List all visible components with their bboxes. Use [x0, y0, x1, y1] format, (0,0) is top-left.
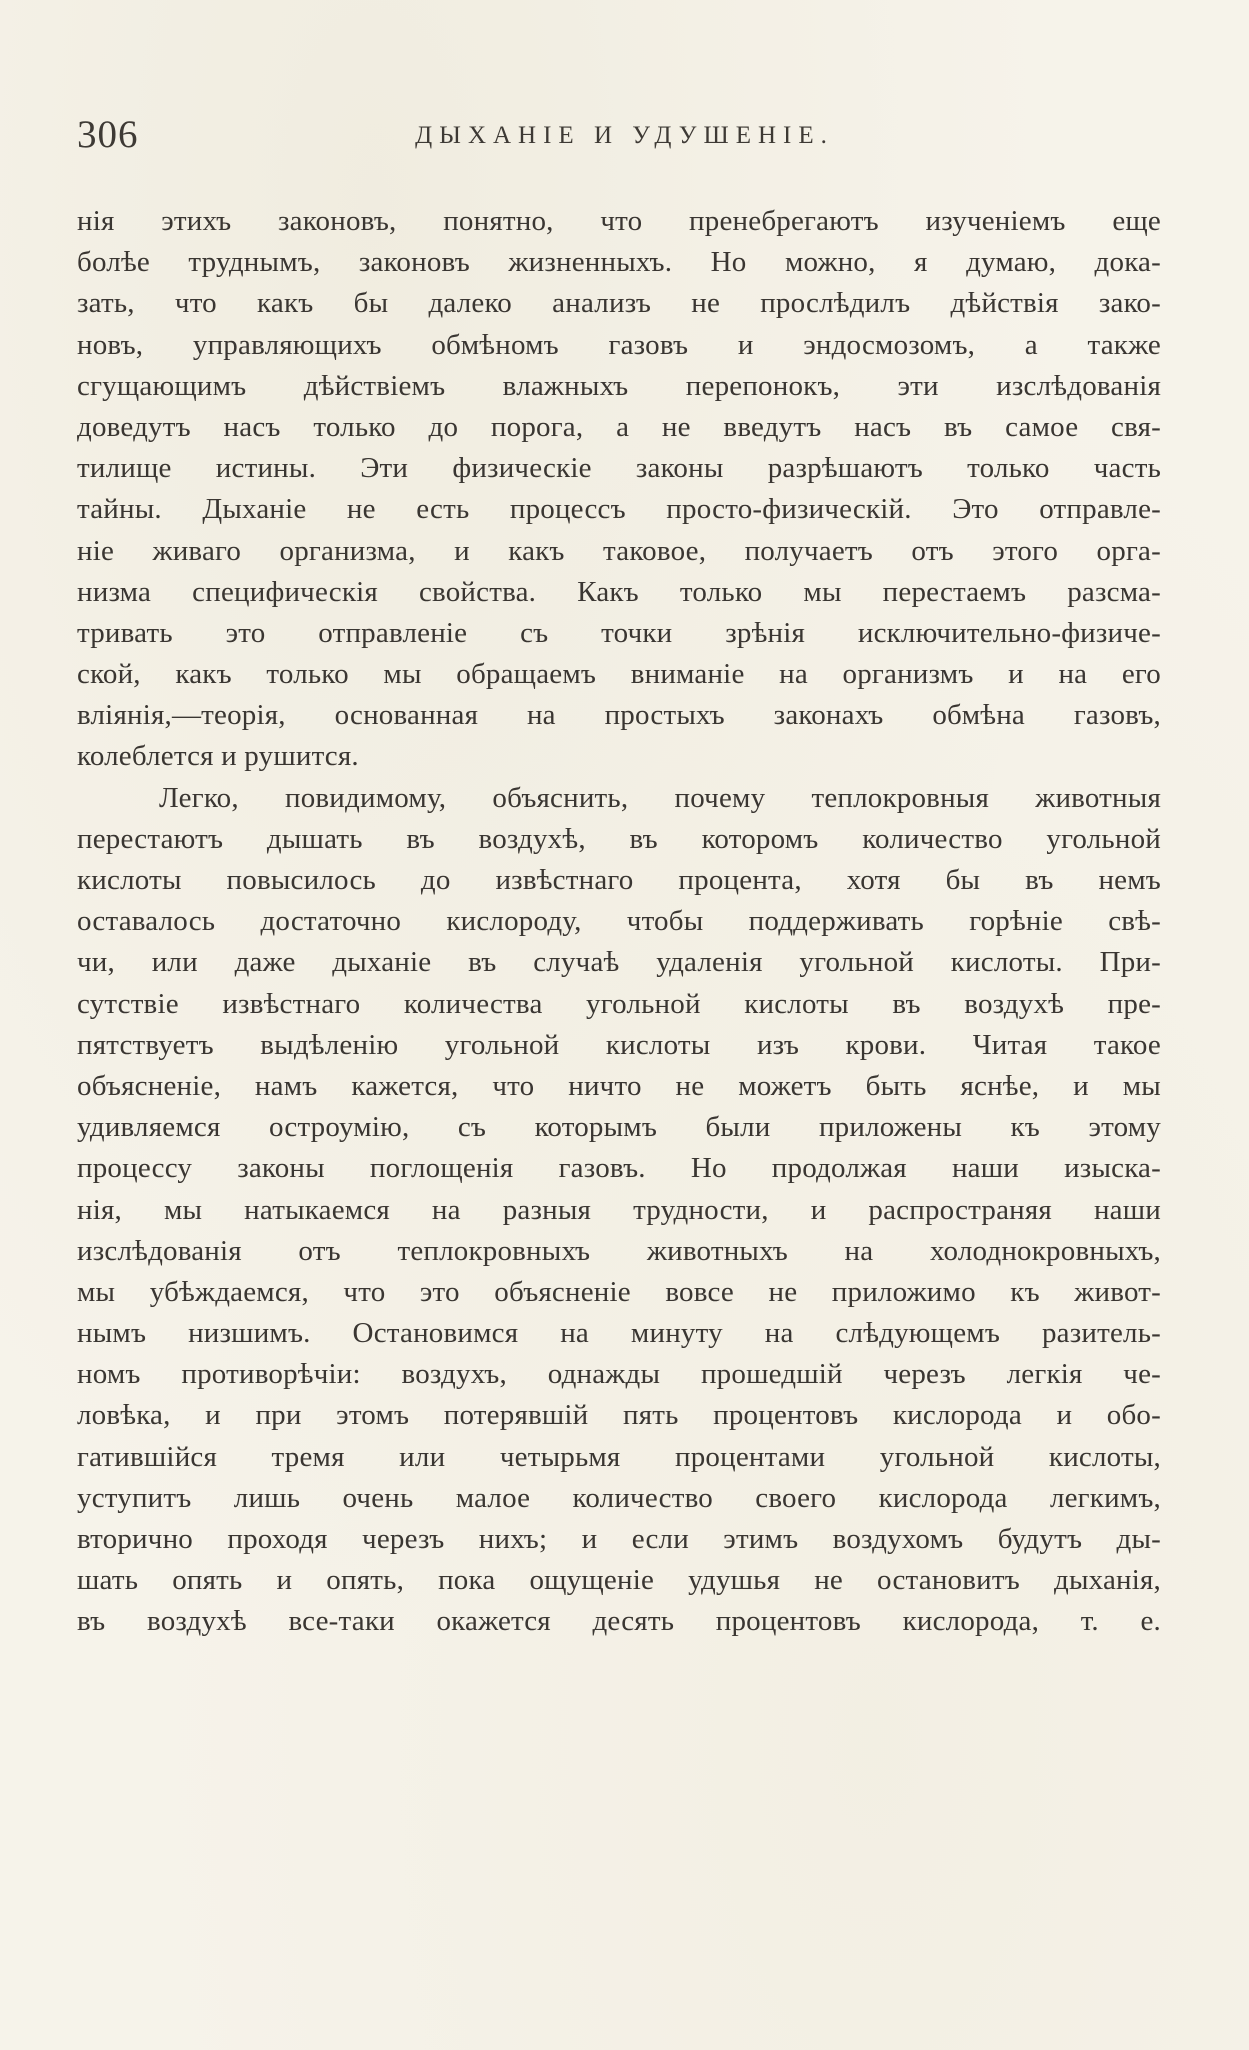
paragraph-start-line: Легко, повидимому, объяснить, почему теплокровныя животныя	[159, 781, 1161, 814]
text-line: вторично проходя черезъ нихъ; и если этимъ воздухомъ будутъ ды-	[77, 1523, 1161, 1555]
body-text	[77, 201, 1161, 1643]
text-line: гатившійся тремя или четырьмя процентами угольной кислоты,	[77, 1440, 1161, 1473]
running-title: ДЫХАНІЕ И УДУШЕНІЕ.	[415, 122, 834, 149]
text-line: сгущающимъ дѣйствіемъ влажныхъ перепонокъ, эти изслѣдованія	[77, 369, 1161, 402]
text-line: болѣе труднымъ, законовъ жизненныхъ. Но можно, я думаю, дока-	[77, 246, 1161, 279]
text-line: перестаютъ дышать въ воздухѣ, въ которомъ количество угольной	[77, 822, 1161, 855]
text-line: сутствіе извѣстнаго количества угольной кислоты въ воздухѣ пре-	[77, 987, 1161, 1020]
text-line: новъ, управляющихъ обмѣномъ газовъ и эндосмозомъ, а также	[77, 328, 1161, 361]
text-line: нымъ низшимъ. Остановимся на минуту на слѣдующемъ разитель-	[77, 1317, 1161, 1350]
text-line: въ воздухѣ все-таки окажется десять процентовъ кислорода, т. е.	[77, 1605, 1161, 1638]
paragraph-end-line: колеблется и рушится.	[77, 740, 359, 773]
text-line: объясненіе, намъ кажется, что ничто не можетъ быть яснѣе, и мы	[77, 1069, 1161, 1102]
text-line: оставалось достаточно кислороду, чтобы поддерживать горѣніе свѣ-	[77, 905, 1161, 938]
running-head	[0, 112, 1249, 156]
text-line: уступитъ лишь очень малое количество своего кислорода легкимъ,	[77, 1481, 1161, 1514]
text-line: мы убѣждаемся, что это объясненіе вовсе не приложимо къ живот-	[77, 1275, 1161, 1308]
text-line: тилище истины. Эти физическіе законы разрѣшаютъ только часть	[77, 452, 1161, 485]
text-line: нія, мы натыкаемся на разныя трудности, и распространяя наши	[77, 1193, 1161, 1226]
text-line: чи, или даже дыханіе въ случаѣ удаленія угольной кислоты. При-	[77, 946, 1161, 979]
text-line: ской, какъ только мы обращаемъ вниманіе на организмъ и на его	[77, 658, 1161, 691]
text-line: кислоты повысилось до извѣстнаго процента, хотя бы въ немъ	[77, 864, 1161, 896]
text-line: вліянія,—теорія, основанная на простыхъ законахъ обмѣна газовъ,	[77, 699, 1161, 732]
text-line: тривать это отправленіе съ точки зрѣнія исключительно-физиче-	[77, 616, 1161, 649]
text-line: удивляемся остроумію, съ которымъ были приложены къ этому	[77, 1111, 1161, 1144]
text-line: изслѣдованія отъ теплокровныхъ животныхъ на холоднокровныхъ,	[77, 1234, 1161, 1267]
text-line: доведутъ насъ только до порога, а не введутъ насъ въ самое свя-	[77, 410, 1161, 443]
text-line: низма специфическія свойства. Какъ только мы перестаемъ разсма-	[77, 575, 1161, 608]
text-line: номъ противорѣчіи: воздухъ, однажды прошедшій черезъ легкія че-	[77, 1358, 1161, 1391]
text-line: нія этихъ законовъ, понятно, что пренебрегаютъ изученіемъ еще	[77, 205, 1161, 237]
text-line: ніе живаго организма, и какъ таковое, получаетъ отъ этого орга-	[77, 534, 1161, 567]
text-line: шать опять и опять, пока ощущеніе удушья не остановитъ дыханія,	[77, 1564, 1161, 1597]
text-line: процессу законы поглощенія газовъ. Но продолжая наши изыска-	[77, 1152, 1161, 1185]
text-line: пятствуетъ выдѣленію угольной кислоты изъ крови. Читая такое	[77, 1028, 1161, 1061]
text-line: ловѣка, и при этомъ потерявшій пять процентовъ кислорода и обо-	[77, 1399, 1161, 1432]
page-number: 306	[77, 113, 139, 156]
text-line: тайны. Дыханіе не есть процессъ просто-физическій. Это отправле-	[77, 493, 1161, 526]
text-line: зать, что какъ бы далеко анализъ не прослѣдилъ дѣйствія зако-	[77, 287, 1161, 320]
